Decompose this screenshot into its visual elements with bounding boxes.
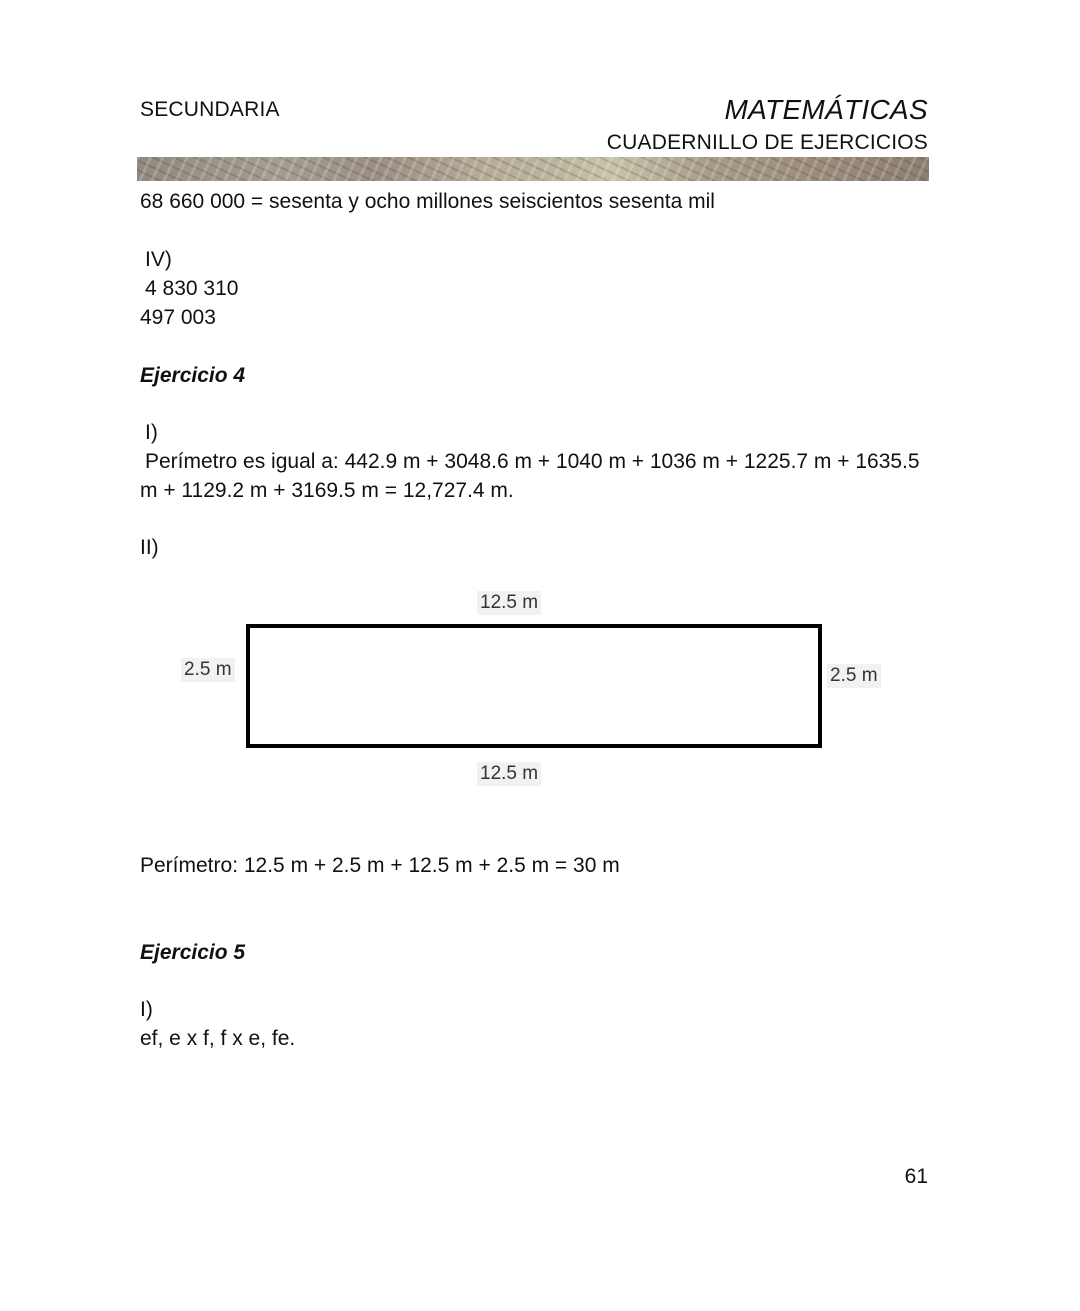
number-in-words-line: 68 660 000 = sesenta y ocho millones seiscientos sesenta mil	[140, 190, 715, 213]
rectangle-bottom-label: 12.5 m	[477, 762, 541, 786]
rectangle-right-label: 2.5 m	[827, 664, 881, 688]
exercise-4-part-ii-label: II)	[140, 536, 159, 559]
header-banner-image	[137, 157, 929, 181]
exercise-5-title: Ejercicio 5	[140, 941, 246, 964]
exercise-4-title: Ejercicio 4	[140, 364, 246, 387]
header-level: SECUNDARIA	[140, 98, 280, 121]
rectangle-figure	[246, 624, 822, 748]
exercise-5-part-i-label: I)	[140, 998, 153, 1021]
rectangle-top-label: 12.5 m	[477, 591, 541, 615]
rectangle-perimeter-result: Perímetro: 12.5 m + 2.5 m + 12.5 m + 2.5 m = 30 m	[140, 854, 620, 877]
part-iv-value-2: 497 003	[140, 306, 216, 329]
part-iv-value-1: 4 830 310	[145, 277, 239, 300]
exercise-4-perimeter-line-1: Perímetro es igual a: 442.9 m + 3048.6 m + 1040 m + 1036 m + 1225.7 m + 1635.5	[145, 450, 920, 473]
header-subject-title: MATEMÁTICAS	[724, 94, 928, 125]
part-iv-label: IV)	[145, 248, 172, 271]
rectangle-left-label: 2.5 m	[181, 658, 235, 682]
exercise-4-perimeter-line-2: m + 1129.2 m + 3169.5 m = 12,727.4 m.	[140, 479, 514, 502]
header-subtitle: CUADERNILLO DE EJERCICIOS	[606, 131, 928, 154]
exercise-4-part-i-label: I)	[145, 421, 158, 444]
page-number: 61	[904, 1165, 928, 1188]
exercise-5-answer: ef, e x f, f x e, fe.	[140, 1027, 296, 1050]
